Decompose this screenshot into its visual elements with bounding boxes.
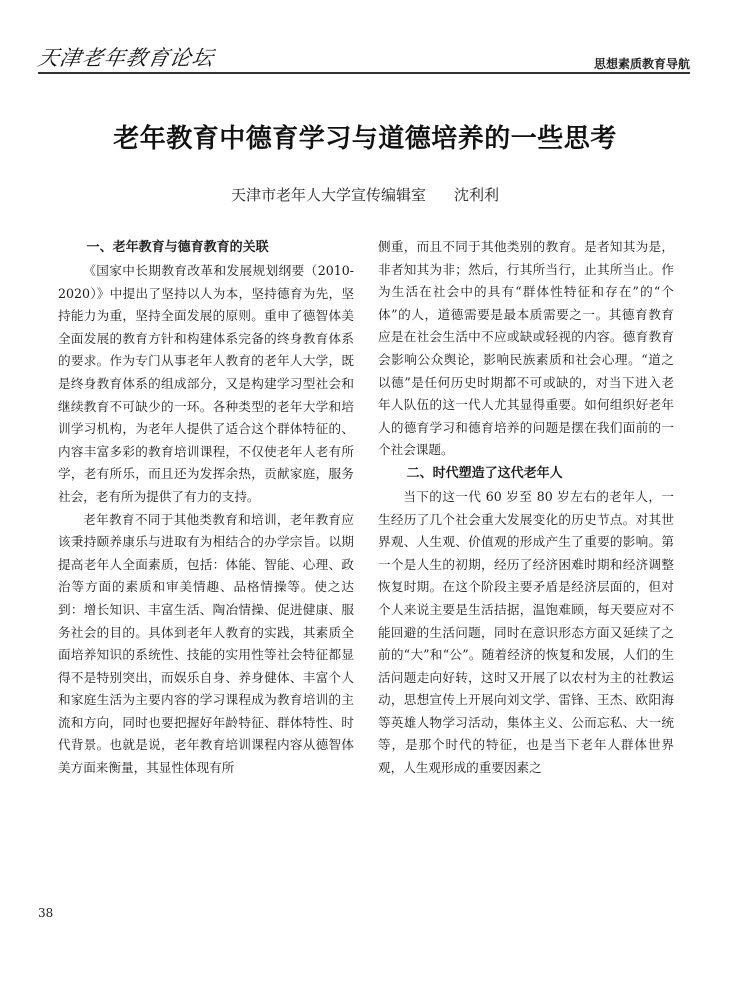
section-heading-2: 二、时代塑造了这代老年人 bbox=[406, 465, 563, 481]
right-column bbox=[378, 236, 674, 780]
byline bbox=[0, 184, 730, 205]
affiliation: 天津市老年人大学宣传编辑室 bbox=[230, 186, 426, 204]
left-column bbox=[58, 236, 354, 780]
paragraph: 老年教育不同于其他类教育和培训，老年教育应该秉持颐养康乐与进取有为相结合的办学宗旨。以期提高老年人全面素质，包括：体能、智能、心理、政治等方面的素质和审美情趣、品格情操等。使之达到：增长知识、丰富生活、陶冶情操、促进健康、服务社会的目的。具体到老年人教育的实践，其素质全面培养知识的系统性、技能的实用性等社会特征都显得不是特别突出，而娱乐自身、养身健体、丰富个人和家庭生活为主要内容的学习课程成为教育培训的主流和方向，同时也要把握好年龄特征、群体特性、时代背景。也就是说，老年教育培训课程内容从德智体美方面来衡量，其显性体现有所 bbox=[58, 511, 354, 776]
header-rule bbox=[38, 72, 690, 74]
section-label: 思想素质教育导航 bbox=[593, 57, 690, 71]
article-title: 老年教育中德育学习与道德培养的一些思考 bbox=[113, 124, 617, 154]
paragraph: 《国家中长期教育改革和发展规划纲要（2010-2020）》中提出了坚持以人为本，坚持德育为先，坚持能力为重，坚持全面发展的原则。重申了德智体美全面发展的教育方针和构建体系完备的终身教育体系的要求。作为专门从事老年人教育的老年人大学，既是终身教育体系的组成部分，又是构建学习型社会和继续教育不可缺少的一环。各种类型的老年大学和培训学习机构，为老年人提供了适合这个群体特征的、内容丰富多彩的教育培训课程，不仅使老年人老有所学，老有所乐，而且还为发挥余热，贡献家庭，服务社会，老有所为提供了有力的支持。 bbox=[58, 263, 354, 504]
paragraph: 侧重，而且不同于其他类别的教育。是者知其为是，非者知其为非；然后，行其所当行，止其所当止。作为生活在社会中的具有“群体性特征和存在”的“个体”的人，道德需要是最本质需要之一。其德育教育应是在社会生活中不应或缺或轻视的内容。德育教育会影响公众舆论，影响民族素质和社会心理。“道之以德”是任何历史时期都不可或缺的，对当下进入老年人队伍的这一代人尤其显得重要。如何组织好老年人的德育学习和德育培养的问题是摆在我们面前的一个社会课题。 bbox=[378, 239, 674, 458]
section-heading-1: 一、老年教育与德育教育的关联 bbox=[86, 240, 269, 255]
journal-logo: 天津老年教育论坛 bbox=[35, 46, 216, 70]
page-number: 38 bbox=[38, 906, 54, 920]
paragraph: 当下的这一代 60 岁至 80 岁左右的老年人，一生经历了几个社会重大发展变化的历史节点。对其世界观、人生观、价值观的形成产生了重要的影响。第一个是人生的初期，经历了经济困难时期和经济调整恢复时期。在这个阶段主要矛盾是经济层面的，但对个人来说主要是生活拮据，温饱难顾，每天要应对不能回避的生活问题，同时在意识形态方面又延续了之前的“大”和“公”。随着经济的恢复和发展，人们的生活问题走向好转，这时又开展了以农村为主的社教运动，思想宣传上开展向刘文学、雷锋、王杰、欧阳海等英雄人物学习活动，集体主义、公而忘私、大一统等，是那个时代的特征，也是当下老年人群体世界观，人生观形成的重要因素之 bbox=[378, 488, 674, 776]
author: 沈利利 bbox=[454, 186, 500, 204]
page-header bbox=[0, 0, 730, 80]
